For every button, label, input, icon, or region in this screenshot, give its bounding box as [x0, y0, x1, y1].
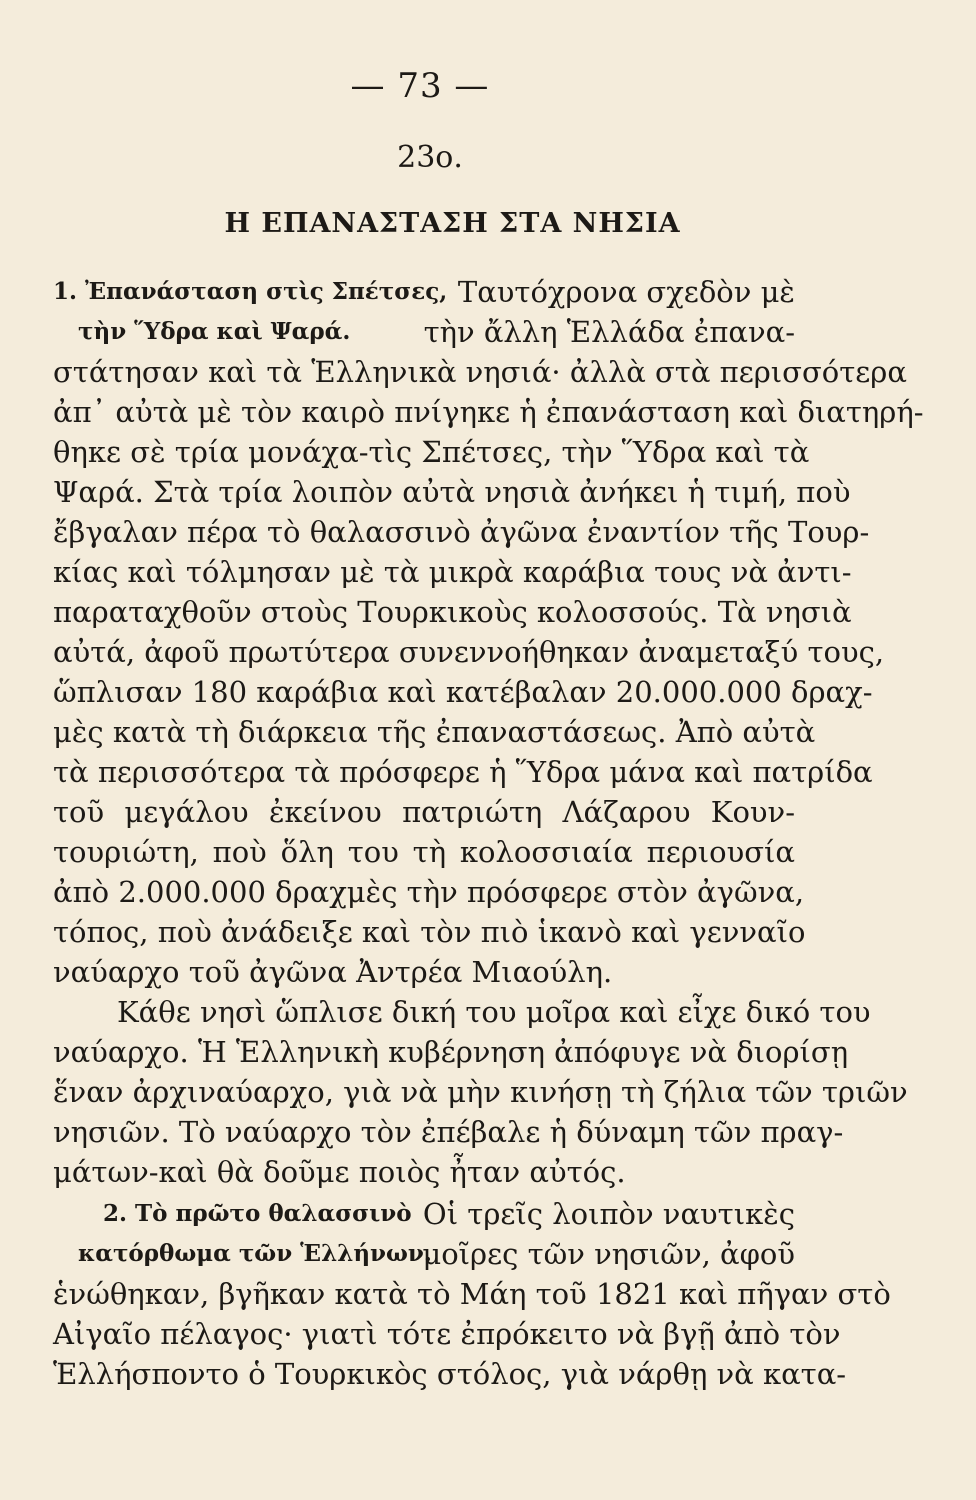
text-line: ναύαρχο. Ἡ Ἑλληνικὴ κυβέρνηση ἀπόφυγε νὰ διορίσῃ — [53, 1035, 849, 1069]
text-line: ὥπλισαν 180 καράβια καὶ κατέβαλαν 20.000.000 δραχ- — [53, 675, 873, 709]
section2-heading: 2. Τὸ πρῶτο θαλασσινὸ — [103, 1200, 412, 1227]
text-line: ἑνώθηκαν, βγῆκαν κατὰ τὸ Μάη τοῦ 1821 καὶ πῆγαν στὸ — [53, 1277, 891, 1311]
chapter-title: Η ΕΠΑΝΑΣΤΑΣΗ ΣΤΑ ΝΗΣΙΑ — [224, 208, 681, 239]
section1-heading: 1. Ἐπανάσταση στὶς Σπέτσες, — [53, 278, 448, 305]
text-line: μὲς κατὰ τὴ διάρκεια τῆς ἐπαναστάσεως. Ἀπὸ αὐτὰ — [53, 715, 816, 749]
section1-line-2-text: τὴν ἄλλη Ἑλλάδα ἐπανα- — [423, 315, 795, 349]
text-line: τουριώτη, ποὺ ὅλη του τὴ κολοσσιαία περιουσία — [53, 835, 795, 869]
text-line: Αἰγαῖο πέλαγος· γιατὶ τότε ἐπρόκειτο νὰ βγῇ ἀπὸ τὸν — [53, 1317, 841, 1351]
section1-line-1-text: Ταυτόχρονα σχεδὸν μὲ — [457, 275, 795, 309]
section1-heading-cont: τὴν Ὕδρα καὶ Ψαρά. — [78, 318, 351, 345]
text-line: ἕναν ἀρχιναύαρχο, γιὰ νὰ μὴν κινήσῃ τὴ ζήλια τῶν τριῶν — [53, 1075, 908, 1109]
section1-line-1 — [53, 272, 795, 312]
text-line: τοῦ μεγάλου ἐκείνου πατριώτη Λάζαρου Κουν- — [53, 795, 795, 829]
text-line: νησιῶν. Τὸ ναύαρχο τὸν ἐπέβαλε ἡ δύναμη τῶν πραγ- — [53, 1115, 844, 1149]
text-line: παραταχθοῦν στοὺς Τουρκικοὺς κολοσσούς. Τὰ νησιὰ — [53, 595, 852, 629]
text-line: τόπος, ποὺ ἀνάδειξε καὶ τὸν πιὸ ἱκανὸ καὶ γενναῖο — [53, 915, 806, 949]
text-line: μάτων-καὶ θὰ δοῦμε ποιὸς ἦταν αὐτός. — [53, 1155, 626, 1189]
text-line: στάτησαν καὶ τὰ Ἑλληνικὰ νησιά· ἀλλὰ στὰ περισσότερα — [53, 355, 907, 389]
text-line: ἀπὸ 2.000.000 δραχμὲς τὴν πρόσφερε στὸν ἀγῶνα, — [53, 875, 805, 909]
text-line: Ἑλλήσποντο ὁ Τουρκικὸς στόλος, γιὰ νάρθῃ νὰ κατα- — [53, 1357, 847, 1391]
section2-line-1 — [53, 1194, 795, 1234]
text-line: ναύαρχο τοῦ ἀγῶνα Ἀντρέα Μιαούλη. — [53, 955, 613, 989]
chapter-number: 23ο. — [397, 140, 463, 175]
section2-line-2 — [53, 1234, 795, 1274]
text-line: θηκε σὲ τρία μονάχα-τὶς Σπέτσες, τὴν Ὕδρα καὶ τὰ — [53, 435, 810, 469]
text-line: Ψαρά. Στὰ τρία λοιπὸν αὐτὰ νησιὰ ἀνήκει ἡ τιμή, ποὺ — [53, 475, 851, 509]
section2-line-1-text: Οἱ τρεῖς λοιπὸν ναυτικὲς — [422, 1197, 795, 1231]
text-line: ἀπ᾽ αὐτὰ μὲ τὸν καιρὸ πνίγηκε ἡ ἐπανάσταση καὶ διατηρή- — [53, 395, 924, 429]
section1-line-2 — [53, 312, 795, 352]
text-line: ἔβγαλαν πέρα τὸ θαλασσινὸ ἀγῶνα ἐναντίον τῆς Τουρ- — [53, 515, 870, 549]
text-line: κίας καὶ τόλμησαν μὲ τὰ μικρὰ καράβια τους νὰ ἀντι- — [53, 555, 852, 589]
text-line: αὐτά, ἀφοῦ πρωτύτερα συνεννοήθηκαν ἀναμεταξύ τους, — [53, 635, 885, 669]
text-line: τὰ περισσότερα τὰ πρόσφερε ἡ Ὕδρα μάνα καὶ πατρίδα — [53, 755, 873, 789]
section2-heading-cont: κατόρθωμα τῶν Ἑλλήνων. — [78, 1240, 432, 1267]
page-number: — 73 — — [350, 66, 490, 106]
text-line: Κάθε νησὶ ὥπλισε δική του μοῖρα καὶ εἶχε δικό του — [117, 995, 871, 1029]
section2-line-2-text: μοῖρες τῶν νησιῶν, ἀφοῦ — [422, 1237, 795, 1271]
